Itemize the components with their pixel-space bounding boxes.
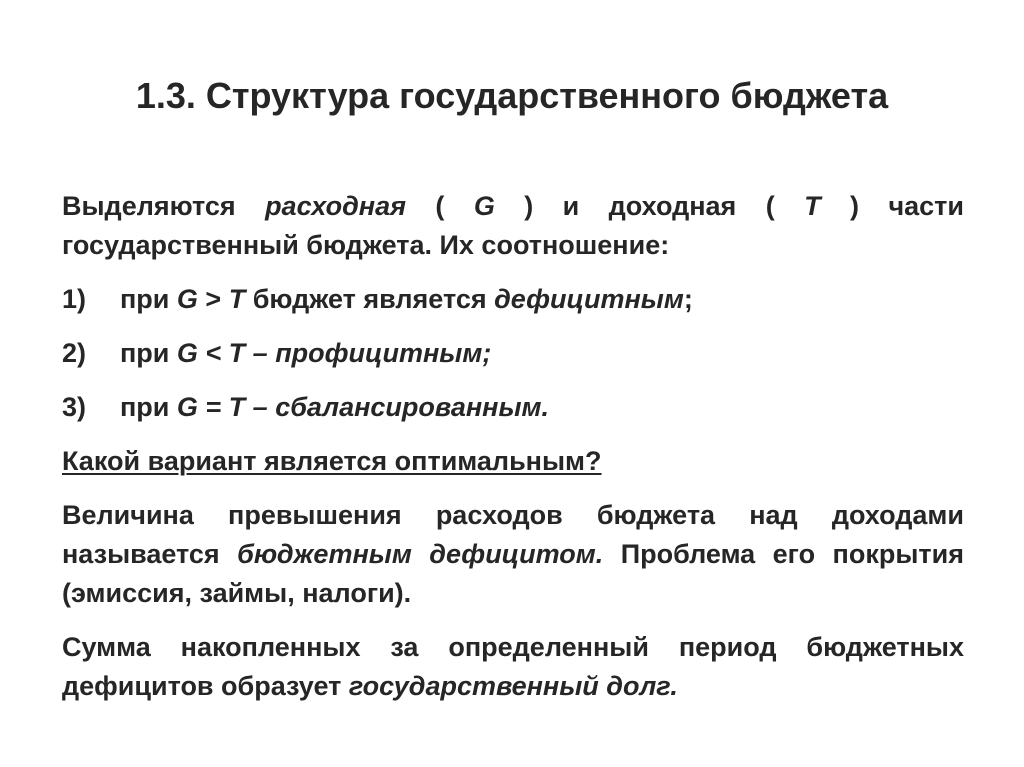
list-text: при G > T бюджет является дефицитным; <box>120 284 693 314</box>
paragraph-public-debt: Сумма накопленных за определенный период бюджетных дефицитов образует государственный долг. <box>62 632 964 701</box>
list-number: 3) <box>62 392 87 422</box>
paragraph-deficit-definition: Величина превышения расходов бюджета над доходами называется бюджетным дефицитом. Проблема его покрытия (эмиссия, займы, налоги). <box>62 500 964 608</box>
list-number: 1) <box>62 284 87 314</box>
question-optimal: Какой вариант является оптимальным? <box>62 446 602 476</box>
list-item-deficit <box>62 280 964 319</box>
slide-title: 1.3. Структура государственного бюджета <box>135 75 889 116</box>
list-text: при G < T – профицитным; <box>120 338 492 368</box>
paragraph-budget-parts: Выделяются расходная ( G ) и доходная ( T ) части государственный бюджета. Их соотношение: <box>62 191 964 260</box>
list-item-balanced <box>62 388 964 427</box>
list-number: 2) <box>62 338 87 368</box>
list-item-surplus <box>62 334 964 373</box>
slide-body <box>62 187 964 721</box>
list-text: при G = T – сбалансированным. <box>120 392 549 422</box>
